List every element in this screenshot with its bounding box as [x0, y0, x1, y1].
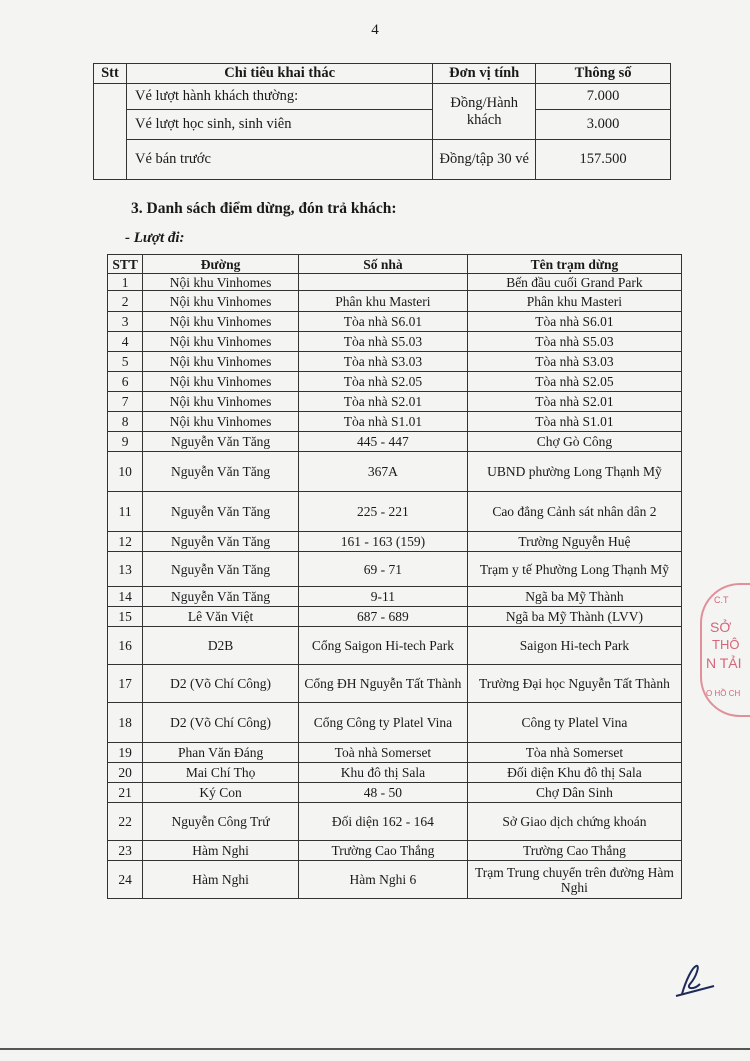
stop-name-cell: Tòa nhà S1.01 — [467, 412, 681, 432]
fare-shared-unit: Đồng/Hành khách — [433, 84, 536, 140]
table-row — [108, 665, 682, 703]
fare-value: 7.000 — [536, 84, 671, 110]
street-cell: D2 (Võ Chí Công) — [143, 703, 299, 743]
stop-name-cell: Ngã ba Mỹ Thành (LVV) — [467, 607, 681, 627]
stop-name-cell: Bến đầu cuối Grand Park — [467, 274, 681, 291]
fare-unit: Đồng/tập 30 vé — [433, 140, 536, 180]
house-number-cell: 367A — [298, 452, 467, 492]
house-number-cell: 687 - 689 — [298, 607, 467, 627]
table-row — [108, 452, 682, 492]
house-number-cell: 225 - 221 — [298, 492, 467, 532]
stop-number: 4 — [108, 332, 143, 352]
table-row — [108, 552, 682, 587]
stop-number: 8 — [108, 412, 143, 432]
stop-name-cell: Trạm y tế Phường Long Thạnh Mỹ — [467, 552, 681, 587]
fare-header-row — [94, 64, 671, 84]
street-cell: Nội khu Vinhomes — [143, 332, 299, 352]
table-row — [108, 432, 682, 452]
stop-name-cell: Saigon Hi-tech Park — [467, 627, 681, 665]
fare-row — [94, 140, 671, 180]
street-cell: Nội khu Vinhomes — [143, 312, 299, 332]
street-cell: Nguyễn Văn Tăng — [143, 432, 299, 452]
stop-name-cell: Tòa nhà S5.03 — [467, 332, 681, 352]
house-number-cell: Tòa nhà S2.01 — [298, 392, 467, 412]
street-cell: Hàm Nghi — [143, 861, 299, 899]
section-heading: 3. Danh sách điểm dừng, đón trả khách: — [131, 200, 397, 217]
table-row — [108, 372, 682, 392]
table-row — [108, 763, 682, 783]
street-cell: Ký Con — [143, 783, 299, 803]
table-row — [108, 587, 682, 607]
street-cell: D2 (Võ Chí Công) — [143, 665, 299, 703]
street-cell: Nguyễn Văn Tăng — [143, 587, 299, 607]
fare-row — [94, 84, 671, 110]
house-number-cell: Trường Cao Thắng — [298, 841, 467, 861]
stop-name-cell: Phân khu Masteri — [467, 291, 681, 312]
stop-name-cell: Tòa nhà S2.01 — [467, 392, 681, 412]
header-stt: STT — [108, 255, 143, 274]
header-house-number: Số nhà — [298, 255, 467, 274]
fare-row — [94, 110, 671, 140]
stop-name-cell: Công ty Platel Vina — [467, 703, 681, 743]
stop-number: 22 — [108, 803, 143, 841]
direction-subheading: - Lượt đi: — [125, 230, 185, 246]
signature-icon — [670, 960, 720, 1000]
stop-name-cell: Trạm Trung chuyển trên đường Hàm Nghi — [467, 861, 681, 899]
table-row — [108, 291, 682, 312]
stop-name-cell: Tòa nhà S6.01 — [467, 312, 681, 332]
fare-name: Vé bán trước — [126, 140, 432, 180]
street-cell: Nguyễn Văn Tăng — [143, 532, 299, 552]
stop-name-cell: Cao đẳng Cảnh sát nhân dân 2 — [467, 492, 681, 532]
street-cell: Hàm Nghi — [143, 841, 299, 861]
header-street: Đường — [143, 255, 299, 274]
stops-header-row — [108, 255, 682, 274]
table-row — [108, 312, 682, 332]
street-cell: Nội khu Vinhomes — [143, 291, 299, 312]
table-row — [108, 492, 682, 532]
header-stop-name: Tên trạm dừng — [467, 255, 681, 274]
stop-number: 11 — [108, 492, 143, 532]
house-number-cell: Tòa nhà S5.03 — [298, 332, 467, 352]
stop-name-cell: Tòa nhà S3.03 — [467, 352, 681, 372]
house-number-cell: Cổng Công ty Platel Vina — [298, 703, 467, 743]
fare-table — [93, 63, 671, 180]
street-cell: Nội khu Vinhomes — [143, 412, 299, 432]
red-stamp: C.T SỞ THÔ N TẢI O HỒ CH — [700, 583, 750, 717]
table-row — [108, 861, 682, 899]
house-number-cell: 445 - 447 — [298, 432, 467, 452]
table-row — [108, 627, 682, 665]
page-number: 4 — [371, 22, 379, 38]
stop-number: 17 — [108, 665, 143, 703]
table-row — [108, 532, 682, 552]
header-stt: Stt — [94, 64, 127, 84]
stop-number: 24 — [108, 861, 143, 899]
street-cell: Mai Chí Thọ — [143, 763, 299, 783]
house-number-cell — [298, 274, 467, 291]
street-cell: D2B — [143, 627, 299, 665]
house-number-cell: Khu đô thị Sala — [298, 763, 467, 783]
stops-body — [108, 274, 682, 899]
house-number-cell: Tòa nhà S6.01 — [298, 312, 467, 332]
street-cell: Phan Văn Đáng — [143, 743, 299, 763]
table-row — [108, 803, 682, 841]
house-number-cell: 9-11 — [298, 587, 467, 607]
table-row — [108, 743, 682, 763]
stop-number: 14 — [108, 587, 143, 607]
stop-number: 19 — [108, 743, 143, 763]
street-cell: Nguyễn Văn Tăng — [143, 552, 299, 587]
stop-number: 3 — [108, 312, 143, 332]
stop-number: 6 — [108, 372, 143, 392]
header-value: Thông số — [536, 64, 671, 84]
stop-name-cell: Trường Nguyễn Huệ — [467, 532, 681, 552]
stop-number: 9 — [108, 432, 143, 452]
house-number-cell: Tòa nhà S1.01 — [298, 412, 467, 432]
stop-number: 12 — [108, 532, 143, 552]
table-row — [108, 783, 682, 803]
stop-name-cell: Tòa nhà Somerset — [467, 743, 681, 763]
stop-number: 7 — [108, 392, 143, 412]
stop-name-cell: Đối diện Khu đô thị Sala — [467, 763, 681, 783]
stop-number: 13 — [108, 552, 143, 587]
table-row — [108, 412, 682, 432]
stop-name-cell: Tòa nhà S2.05 — [467, 372, 681, 392]
house-number-cell: Hàm Nghi 6 — [298, 861, 467, 899]
street-cell: Nội khu Vinhomes — [143, 352, 299, 372]
stop-number: 1 — [108, 274, 143, 291]
fare-value: 157.500 — [536, 140, 671, 180]
stop-number: 5 — [108, 352, 143, 372]
stop-name-cell: Trường Cao Thắng — [467, 841, 681, 861]
table-row — [108, 607, 682, 627]
page-bottom-edge — [0, 1048, 750, 1050]
table-row — [108, 392, 682, 412]
street-cell: Nội khu Vinhomes — [143, 392, 299, 412]
house-number-cell: Đối diện 162 - 164 — [298, 803, 467, 841]
stop-number: 21 — [108, 783, 143, 803]
stop-number: 16 — [108, 627, 143, 665]
house-number-cell: Toà nhà Somerset — [298, 743, 467, 763]
stop-number: 23 — [108, 841, 143, 861]
house-number-cell: Phân khu Masteri — [298, 291, 467, 312]
stop-name-cell: Chợ Gò Công — [467, 432, 681, 452]
house-number-cell: 48 - 50 — [298, 783, 467, 803]
stop-number: 18 — [108, 703, 143, 743]
table-row — [108, 841, 682, 861]
stops-table — [107, 254, 682, 899]
stop-name-cell: Trường Đại học Nguyễn Tất Thành — [467, 665, 681, 703]
house-number-cell: Cổng Saigon Hi-tech Park — [298, 627, 467, 665]
stop-name-cell: UBND phường Long Thạnh Mỹ — [467, 452, 681, 492]
stop-number: 20 — [108, 763, 143, 783]
stop-name-cell: Ngã ba Mỹ Thành — [467, 587, 681, 607]
street-cell: Nguyễn Văn Tăng — [143, 452, 299, 492]
fare-value: 3.000 — [536, 110, 671, 140]
table-row — [108, 352, 682, 372]
stop-number: 2 — [108, 291, 143, 312]
street-cell: Nguyễn Văn Tăng — [143, 492, 299, 532]
header-unit: Đơn vị tính — [433, 64, 536, 84]
street-cell: Nguyễn Công Trứ — [143, 803, 299, 841]
house-number-cell: 161 - 163 (159) — [298, 532, 467, 552]
house-number-cell: Tòa nhà S3.03 — [298, 352, 467, 372]
fare-stt-cell — [94, 84, 127, 180]
street-cell: Lê Văn Việt — [143, 607, 299, 627]
house-number-cell: Tòa nhà S2.05 — [298, 372, 467, 392]
stop-name-cell: Sở Giao dịch chứng khoán — [467, 803, 681, 841]
stop-number: 10 — [108, 452, 143, 492]
street-cell: Nội khu Vinhomes — [143, 372, 299, 392]
fare-name: Vé lượt hành khách thường: — [126, 84, 432, 110]
stop-name-cell: Chợ Dân Sinh — [467, 783, 681, 803]
street-cell: Nội khu Vinhomes — [143, 274, 299, 291]
table-row — [108, 274, 682, 291]
fare-name: Vé lượt học sinh, sinh viên — [126, 110, 432, 140]
house-number-cell: Cổng ĐH Nguyễn Tất Thành — [298, 665, 467, 703]
house-number-cell: 69 - 71 — [298, 552, 467, 587]
header-indicator: Chỉ tiêu khai thác — [126, 64, 432, 84]
stop-number: 15 — [108, 607, 143, 627]
table-row — [108, 703, 682, 743]
table-row — [108, 332, 682, 352]
